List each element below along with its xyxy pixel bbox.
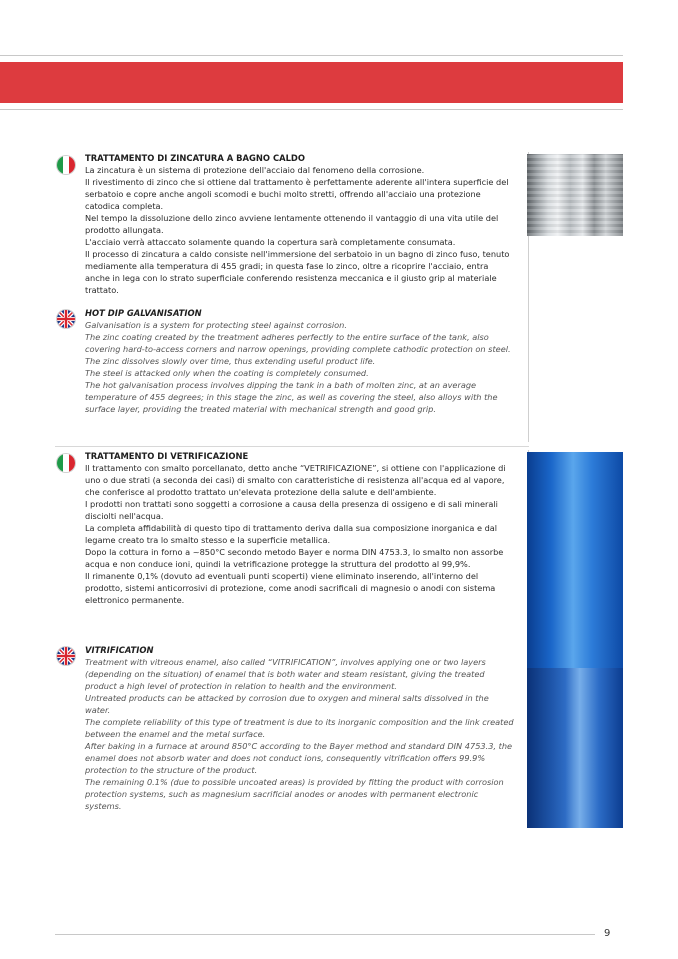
italian-text-block xyxy=(85,152,515,296)
footer-rule xyxy=(55,934,595,935)
paragraph: The complete reliability of this type of treatment is due to its inorganic composition and the link created between the enamel and the metal surface. xyxy=(85,717,514,739)
paragraph: Galvanisation is a system for protecting steel against corrosion. xyxy=(85,320,347,330)
top-rule xyxy=(0,55,623,56)
paragraph: Nel tempo la dissoluzione dello zinco avviene lentamente ottenendo il vantaggio di una vita utile del prodotto allungata. xyxy=(85,213,499,235)
italian-text-block xyxy=(85,450,515,606)
paragraph: Il processo di zincatura a caldo consiste nell'immersione del serbatoio in un bagno di zinco fuso, tenuto mediamente alla temperatura di 455 gradi; in questa fase lo zinco, oltre a ricoprire l'acciaio, entra anche in lega con lo strato superficiale conferendo resistenza meccanica e il giusto grip al materiale trattato. xyxy=(85,249,510,295)
section-title-en: HOT DIP GALVANISATION xyxy=(85,308,202,318)
paragraph: L'acciaio verrà attaccato solamente quando la copertura sarà completamente consumata. xyxy=(85,237,456,247)
section-title-it: TRATTAMENTO DI ZINCATURA A BAGNO CALDO xyxy=(85,153,305,163)
paragraph: I prodotti non trattati sono soggetti a corrosione a causa della presenza di ossigeno e di sali minerali disciolti nell'acqua. xyxy=(85,499,498,521)
paragraph: The zinc dissolves slowly over time, thus extending useful product life. xyxy=(85,356,376,366)
paragraph: Treatment with vitreous enamel, also called “VITRIFICATION”, involves applying one or two layers (depending on the situation) of enamel that is both water and steam resistant, giving the treated product a high level of protection in relation to health and the environment. xyxy=(85,657,486,691)
section-vitrification xyxy=(55,450,529,828)
paragraph: Untreated products can be attacked by corrosion due to oxygen and mineral salts dissolved in the water. xyxy=(85,693,489,715)
header-band xyxy=(0,62,623,103)
vitrified-tank-photo xyxy=(527,452,623,828)
section-separator xyxy=(55,446,529,447)
section-title-it: TRATTAMENTO DI VETRIFICAZIONE xyxy=(85,451,249,461)
paragraph: Dopo la cottura in forno a ~850°C secondo metodo Bayer e norma DIN 4753.3, lo smalto non assorbe acqua e non conduce ioni, quindi la vetrificazione protegge la struttura del prodotto al 99,9%. xyxy=(85,547,504,569)
paragraph: The zinc coating created by the treatment adheres perfectly to the entire surface of the tank, also covering hard-to-access corners and narrow openings, providing complete cathodic protection on steel. xyxy=(85,332,511,354)
paragraph: Il rimanente 0,1% (dovuto ad eventuali punti scoperti) viene eliminato inserendo, all'interno del prodotto, sistemi anticorrosivi di protezione, come anodi sacrificali di magnesio o anodi con sistema elettronico permanente. xyxy=(85,571,496,605)
uk-flag-icon xyxy=(57,647,75,665)
italy-flag-icon xyxy=(57,156,75,174)
section-title-en: VITRIFICATION xyxy=(85,645,154,655)
section-galvanisation xyxy=(55,152,529,442)
paragraph: La completa affidabilità di questo tipo di trattamento deriva dalla sua composizione inorganica e dal legame creato tra lo smalto stesso e la superficie metallica. xyxy=(85,523,498,545)
paragraph: La zincatura è un sistema di protezione dell'acciaio dal fenomeno della corrosione. xyxy=(85,165,425,175)
galvanised-steel-photo xyxy=(527,154,623,236)
paragraph: The hot galvanisation process involves dipping the tank in a bath of molten zinc, at an average temperature of 455 degrees; in this stage the zinc, as well as covering the steel, also alloys with the surface layer, providing the treated material with mechanical strength and good grip. xyxy=(85,380,498,414)
paragraph: The remaining 0.1% (due to possible uncoated areas) is provided by fitting the product with corrosion protection systems, such as magnesium sacrificial anodes or anodes with permanent electronic systems. xyxy=(85,777,504,811)
paragraph: After baking in a furnace at around 850°C according to the Bayer method and standard DIN 4753.3, the enamel does not absorb water and does not conduct ions, consequently vitrification offers 99.9% protection to the structure of the product. xyxy=(85,741,513,775)
italy-flag-icon xyxy=(57,454,75,472)
paragraph: The steel is attacked only when the coating is completely consumed. xyxy=(85,368,369,378)
uk-flag-icon xyxy=(57,310,75,328)
paragraph: Il trattamento con smalto porcellanato, detto anche “VETRIFICAZIONE”, si ottiene con l'applicazione di uno o due strati (a seconda dei casi) di smalto con caratteristiche di resistenza all'acqua ed al vapore, che conferisce al prodotto trattato un'elevata protezione della salute e dell'ambiente. xyxy=(85,463,506,497)
english-text-block xyxy=(85,644,515,812)
page-number: 9 xyxy=(604,928,611,939)
header-under-rule xyxy=(0,109,623,110)
english-text-block xyxy=(85,307,515,415)
paragraph: Il rivestimento di zinco che si ottiene dal trattamento è perfettamente aderente all'intera superficie del serbatoio e copre anche angoli scomodi e buchi molto stretti, offrendo all'acciaio una protezione catodica completa. xyxy=(85,177,509,211)
